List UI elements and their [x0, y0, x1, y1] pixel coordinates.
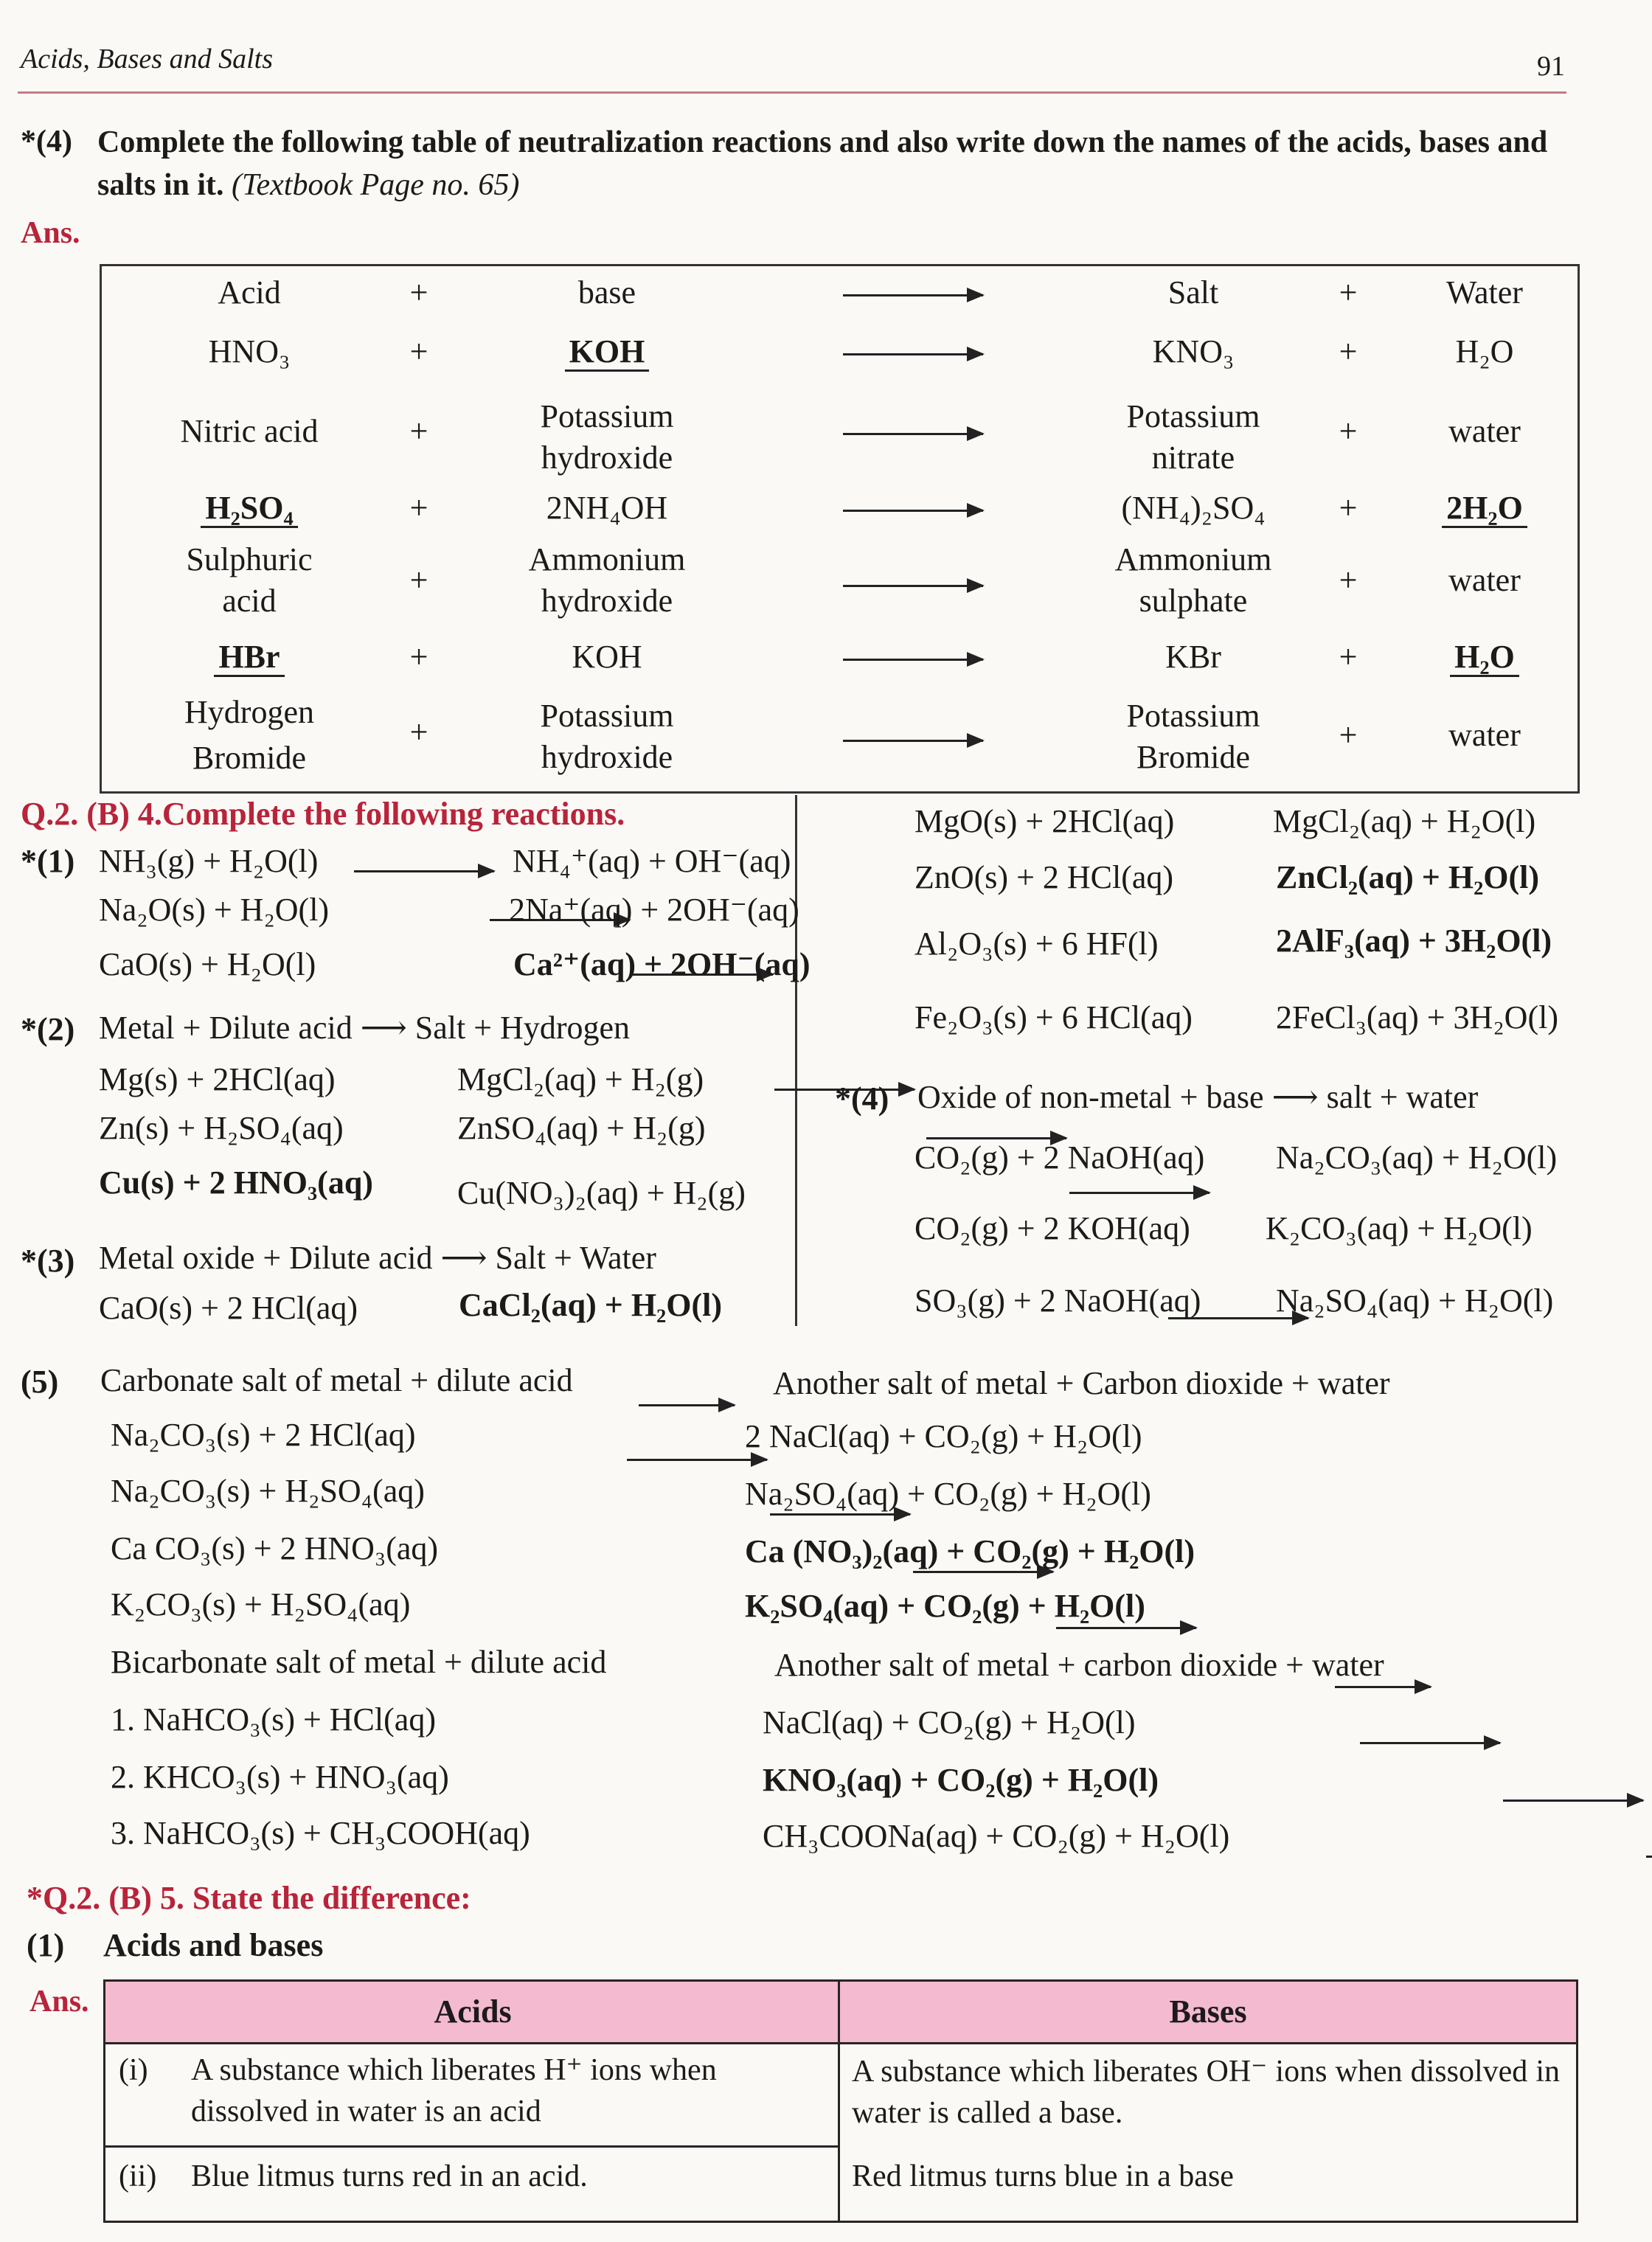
sub-title: Carbonate salt of metal + dilute acid — [100, 1362, 573, 1398]
table-cell: Potassium hydroxide — [540, 698, 674, 775]
chapter-title: Acids, Bases and Salts — [21, 44, 273, 74]
table-cell: KBr — [1165, 639, 1221, 675]
equation-rhs: K₂CO₃(aq) + H₂O(l) — [1266, 1210, 1533, 1246]
equation-lhs: MgO(s) + 2HCl(aq) — [914, 803, 1175, 839]
table-cell: + — [1339, 333, 1358, 369]
table-cell: H₂SO₄ — [201, 490, 297, 528]
header-divider — [18, 91, 1566, 94]
equation-rhs: 2 NaCl(aq) + CO₂(g) + H₂O(l) — [745, 1418, 1142, 1454]
table-cell: + — [1339, 639, 1358, 675]
row-number: (ii) — [119, 2159, 157, 2193]
arrow-icon — [843, 659, 983, 661]
table-cell: HNO₃ — [208, 333, 291, 369]
table-cell: (NH₄)₂SO₄ — [1121, 490, 1266, 526]
equation-lhs: NH₃(g) + H₂O(l) — [99, 843, 319, 879]
equation-lhs: Na₂CO₃(s) + 2 HCl(aq) — [111, 1417, 416, 1453]
arrow-icon — [627, 1459, 767, 1461]
equation-rhs: NH₄⁺(aq) + OH⁻(aq) — [513, 843, 791, 879]
table-cell: + — [409, 490, 428, 526]
equation-lhs: Al₂O₃(s) + 6 HF(l) — [914, 926, 1159, 962]
arrow-icon — [843, 294, 983, 296]
table-rule — [838, 1982, 840, 2221]
question-body: Complete the following table of neutralization reactions and also write down the names of the acids, bases and salts in it. — [97, 125, 1548, 202]
equation-rhs: 2Na⁺(aq) + 2OH⁻(aq) — [509, 892, 799, 928]
equation-lhs: 2. KHCO₃(s) + HNO₃(aq) — [111, 1759, 449, 1795]
equation-rhs: Ca²⁺(aq) + 2OH⁻(aq) — [513, 946, 811, 982]
arrow-icon — [843, 353, 983, 355]
table-cell: water — [1448, 562, 1521, 598]
equation-rhs: MgCl₂(aq) + H₂O(l) — [1273, 803, 1536, 839]
equation-rhs: Ca (NO₃)₂(aq) + CO₂(g) + H₂O(l) — [745, 1533, 1195, 1569]
base-cell: A substance which liberates OH⁻ ions when dissolved in water is called a base. — [852, 2055, 1560, 2130]
table-cell: Potassium Bromide — [1126, 698, 1260, 775]
arrow-icon — [843, 510, 983, 512]
table-cell: + — [1339, 562, 1358, 598]
row-number: (i) — [119, 2053, 148, 2087]
table-cell: + — [1339, 274, 1358, 310]
equation-rhs: CH₃COONa(aq) + CO₂(g) + H₂O(l) — [763, 1818, 1230, 1854]
table-cell: + — [1339, 490, 1358, 526]
sub-label: (1) — [27, 1927, 65, 1963]
table-cell: Salt — [1167, 274, 1219, 310]
arrow-icon — [843, 433, 983, 435]
base-cell: Red litmus turns blue in a base — [852, 2159, 1234, 2193]
sub-label: (5) — [21, 1364, 59, 1400]
arrow-icon — [843, 585, 983, 587]
equation-lhs: CO₂(g) + 2 KOH(aq) — [914, 1210, 1190, 1246]
table-cell: + — [409, 413, 428, 449]
arrow-icon — [639, 1404, 735, 1406]
equation-rhs: ZnCl₂(aq) + H₂O(l) — [1276, 859, 1540, 895]
equation-lhs: CaO(s) + 2 HCl(aq) — [99, 1290, 358, 1326]
arrow-icon — [1335, 1686, 1431, 1688]
difference-table — [103, 1979, 1578, 2223]
table-cell: 2H₂O — [1442, 490, 1527, 528]
table-cell: HBr — [214, 639, 284, 677]
equation-rhs: 2FeCl₃(aq) + 3H₂O(l) — [1276, 999, 1558, 1035]
table-cell: + — [409, 333, 428, 369]
equation-rhs: Na₂CO₃(aq) + H₂O(l) — [1276, 1139, 1558, 1176]
equation-lhs: 1. NaHCO₃(s) + HCl(aq) — [111, 1701, 436, 1738]
answer-label: Ans. — [21, 216, 80, 250]
table-cell: Hydrogen Bromide — [184, 694, 314, 776]
equation-lhs: CO₂(g) + 2 NaOH(aq) — [914, 1139, 1205, 1176]
column-header-bases: Bases — [840, 1982, 1576, 2042]
arrow-icon — [354, 870, 494, 872]
table-cell: KNO₃ — [1152, 333, 1235, 369]
equation-rhs: Na₂SO₄(aq) + CO₂(g) + H₂O(l) — [745, 1476, 1151, 1512]
table-cell: Potassium hydroxide — [540, 398, 674, 476]
table-cell: Ammonium sulphate — [1114, 541, 1272, 619]
table-cell: + — [409, 562, 428, 598]
sub-title: Metal + Dilute acid ⟶ Salt + Hydrogen — [99, 1010, 631, 1046]
equation-rhs: ZnSO₄(aq) + H₂(g) — [457, 1110, 706, 1146]
sub-title: Metal oxide + Dilute acid ⟶ Salt + Water — [99, 1240, 656, 1276]
equation-lhs: Cu(s) + 2 HNO₃(aq) — [99, 1165, 373, 1201]
answer-label: Ans. — [30, 1985, 89, 2019]
table-rule — [105, 2145, 838, 2148]
acid-cell: Blue litmus turns red in an acid. — [191, 2159, 588, 2193]
question-text — [97, 121, 1602, 206]
acid-cell: A substance which liberates H⁺ ions when dissolved in water is an acid — [191, 2053, 717, 2128]
page-number: 91 — [1537, 51, 1565, 82]
sub-label: *(1) — [21, 843, 75, 879]
table-cell: water — [1448, 413, 1521, 449]
column-divider — [795, 795, 797, 1326]
equation-rhs: MgCl₂(aq) + H₂(g) — [457, 1061, 704, 1097]
equation-rhs: KNO₃(aq) + CO₂(g) + H₂O(l) — [763, 1762, 1159, 1798]
equation-lhs: ZnO(s) + 2 HCl(aq) — [914, 859, 1174, 895]
arrow-icon — [843, 740, 983, 742]
question-number: *(4) — [21, 125, 72, 159]
equation-rhs: K₂SO₄(aq) + CO₂(g) + H₂O(l) — [745, 1588, 1145, 1624]
equation-lhs: SO₃(g) + 2 NaOH(aq) — [914, 1283, 1201, 1319]
column-header-acids: Acids — [105, 1982, 840, 2042]
section-title: Q.2. (B) 4.Complete the following reactions. — [21, 796, 625, 832]
equation-lhs: CaO(s) + H₂O(l) — [99, 946, 316, 982]
equation-rhs: Na₂SO₄(aq) + H₂O(l) — [1276, 1283, 1554, 1319]
equation-rhs: Cu(NO₃)₂(aq) + H₂(g) — [457, 1175, 746, 1211]
table-cell: + — [409, 639, 428, 675]
table-rule — [105, 2042, 1576, 2044]
sub-label: *(2) — [21, 1011, 75, 1047]
sub-label: *(3) — [21, 1243, 75, 1279]
textbook-reference: (Textbook Page no. 65) — [232, 168, 520, 202]
table-cell: 2NH₄OH — [546, 490, 668, 526]
equation-lhs: Fe₂O₃(s) + 6 HCl(aq) — [914, 999, 1193, 1035]
table-cell: Ammonium hydroxide — [528, 541, 686, 619]
sub-title: Oxide of non-metal + base ⟶ salt + water — [917, 1079, 1479, 1115]
arrow-icon — [1069, 1192, 1210, 1194]
arrow-icon — [1646, 1856, 1652, 1858]
table-cell: base — [577, 274, 636, 310]
arrow-icon — [1360, 1742, 1500, 1744]
equation-lhs: Ca CO₃(s) + 2 HNO₃(aq) — [111, 1530, 439, 1566]
sub-title: Another salt of metal + carbon dioxide + water — [774, 1647, 1384, 1683]
equation-lhs: Na₂O(s) + H₂O(l) — [99, 892, 330, 928]
sub-label: *(4) — [835, 1080, 889, 1117]
table-cell: Sulphuric acid — [186, 541, 313, 619]
table-cell: Water — [1446, 274, 1523, 310]
equation-lhs: Zn(s) + H₂SO₄(aq) — [99, 1110, 344, 1146]
equation-lhs: 3. NaHCO₃(s) + CH₃COOH(aq) — [111, 1815, 530, 1851]
table-cell: H₂O — [1450, 639, 1519, 677]
table-cell: KOH — [572, 639, 642, 675]
neutralization-table — [100, 264, 1580, 794]
table-cell: + — [409, 274, 428, 310]
section-title: *Q.2. (B) 5. State the difference: — [27, 1880, 471, 1916]
table-cell: H₂O — [1455, 333, 1514, 369]
table-cell: Acid — [218, 274, 281, 310]
table-cell: Nitric acid — [180, 413, 319, 449]
arrow-icon — [1503, 1800, 1643, 1802]
sub-title: Another salt of metal + Carbon dioxide + water — [773, 1365, 1390, 1401]
table-cell: + — [1339, 717, 1358, 753]
equation-rhs: CaCl₂(aq) + H₂O(l) — [459, 1287, 722, 1323]
sub-title: Bicarbonate salt of metal + dilute acid — [111, 1644, 607, 1680]
equation-lhs: K₂CO₃(s) + H₂SO₄(aq) — [111, 1586, 411, 1622]
table-cell: water — [1448, 717, 1521, 753]
equation-rhs: NaCl(aq) + CO₂(g) + H₂O(l) — [763, 1704, 1136, 1740]
equation-rhs: 2AlF₃(aq) + 3H₂O(l) — [1276, 923, 1552, 959]
table-cell: KOH — [565, 333, 650, 372]
equation-lhs: Mg(s) + 2HCl(aq) — [99, 1061, 336, 1097]
table-cell: + — [1339, 413, 1358, 449]
table-cell: + — [409, 714, 428, 750]
equation-lhs: Na₂CO₃(s) + H₂SO₄(aq) — [111, 1473, 425, 1509]
table-cell: Potassium nitrate — [1126, 398, 1260, 476]
sub-title: Acids and bases — [103, 1927, 324, 1963]
